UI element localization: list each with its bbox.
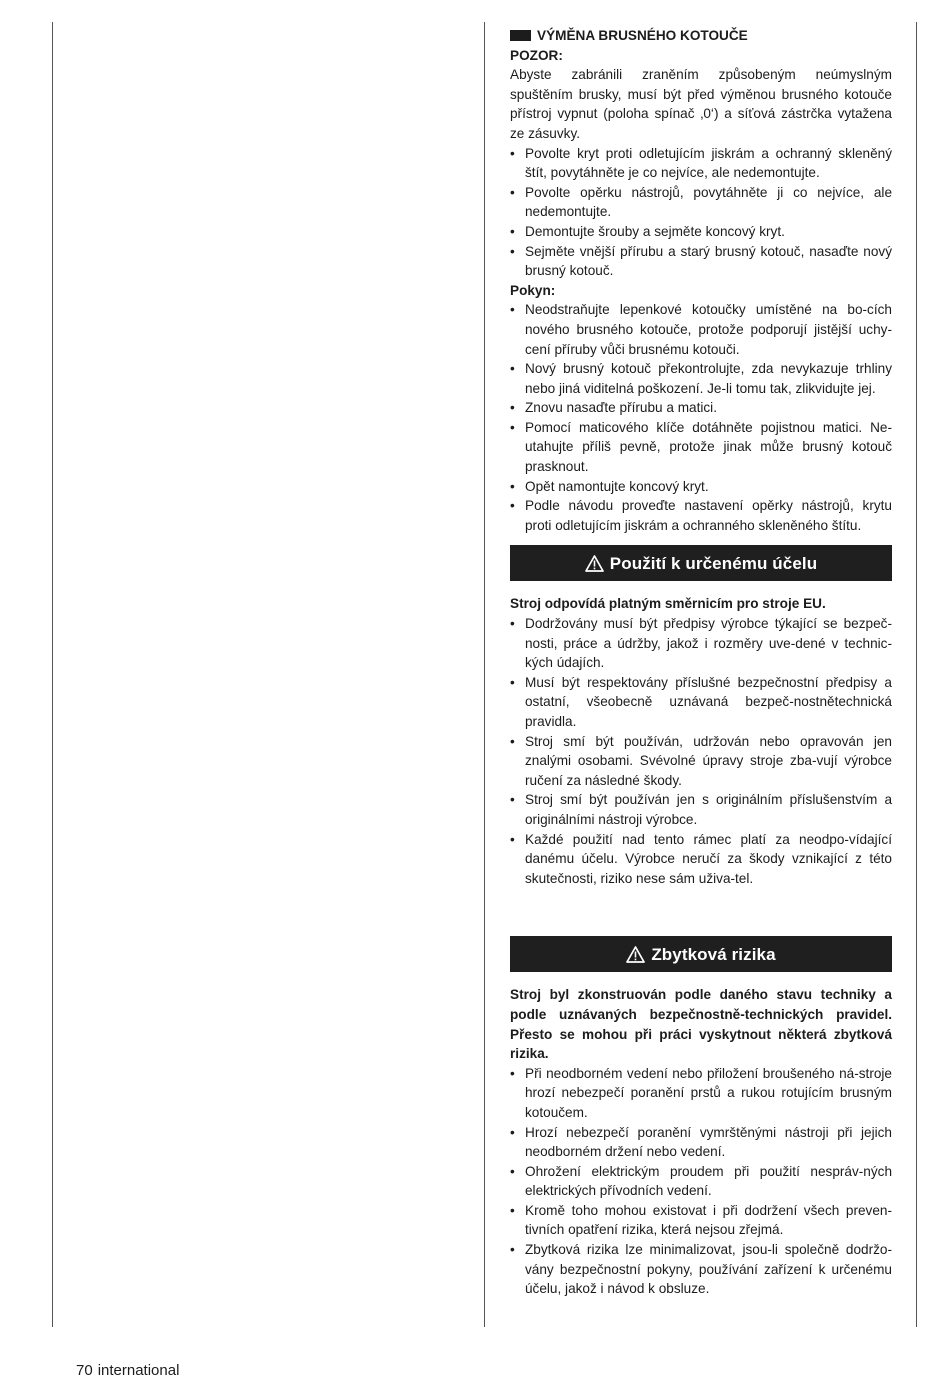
list-item: • Neodstraňujte lepenkové kotoučky umístěné na bo-cích nového brusného kotouče, protože podporují jistější uchy-cení příruby vůči brusnému kotouči. <box>510 300 892 359</box>
list-item: • Ohrožení elektrickým proudem při použití nespráv-ných elektrických přívodních vedení. <box>510 1162 892 1201</box>
residual-risks-banner <box>510 936 892 972</box>
left-margin-rule <box>52 22 53 1327</box>
warning-triangle-icon <box>626 946 645 963</box>
intended-use-intro: Stroj odpovídá platným směrnicím pro stroje EU. <box>510 596 826 612</box>
page-number: 70 <box>76 1362 93 1379</box>
caution-text: Abyste zabránili zraněním způsobeným neúmyslným spuštěním brusky, musí být před výměnou brusného kotouče přístroj vypnut (poloha spínač ‚0‘) a síťová zástrčka vytažena ze zásuvky. <box>510 67 892 141</box>
list-item: • Znovu nasaďte přírubu a matici. <box>510 398 892 418</box>
page-footer <box>76 1362 179 1379</box>
list-item: • Opět namontujte koncový kryt. <box>510 477 892 497</box>
list-item: • Dodržovány musí být předpisy výrobce týkající se bezpeč-nosti, práce a údržby, jakož i rozměry uve-dené v technic-kých údajích. <box>510 614 892 673</box>
warning-triangle-icon <box>585 555 604 572</box>
list-item: • Podle návodu proveďte nastavení opěrky nástrojů, krytu proti odletujícím jiskrám a ochranného skleněného štítu. <box>510 496 892 535</box>
footer-label: international <box>97 1362 180 1379</box>
list-item: • Demontujte šrouby a sejměte koncový kryt. <box>510 222 892 242</box>
list-item: • Povolte kryt proti odletujícím jiskrám a ochranný skleněný štít, povytáhněte je co nejvíce, ale nedemontujte. <box>510 144 892 183</box>
list-item: • Povolte opěrku nástrojů, povytáhněte ji co nejvíce, ale nedemontujte. <box>510 183 892 222</box>
list-item: • Zbytková rizika lze minimalizovat, jsou-li společně dodržo-vány bezpečnostní pokyny, používání zařízení k určenému účelu, jakož i návod k obsluze. <box>510 1240 892 1299</box>
section-replacement-heading <box>510 26 892 46</box>
list-item: • Stroj smí být používán jen s originálním příslušenstvím a originálními nástroji výrobce. <box>510 790 892 829</box>
replacement-steps-list <box>510 144 892 281</box>
section-replacement-title: VÝMĚNA BRUSNÉHO KOTOUČE <box>537 28 748 43</box>
list-item: • Pomocí maticového klíče dotáhněte pojistnou matici. Ne-utahujte příliš pevně, protože jinak může brusný kotouč prasknout. <box>510 418 892 477</box>
caution-label: POZOR: <box>510 47 563 63</box>
list-item: • Nový brusný kotouč překontrolujte, zda nevykazuje trhliny nebo jiná viditelná poškození. Je-li tomu tak, zlikvidujte jej. <box>510 359 892 398</box>
note-steps-list <box>510 300 892 535</box>
list-item: • Při neodborném vedení nebo přiložení broušeného ná-stroje hrozí nebezpečí poranění prstů a rukou rotujícím brusným kotoučem. <box>510 1064 892 1123</box>
list-item: • Musí být respektovány příslušné bezpečnostní předpisy a ostatní, všeobecně uznávaná bezpeč-nostnětechnická pravidla. <box>510 673 892 732</box>
intended-use-banner <box>510 545 892 581</box>
right-margin-rule <box>916 22 917 1327</box>
residual-risks-intro: Stroj byl zkonstruován podle daného stavu techniky a podle uznávaných bezpečnostně-technických pravidel. Přesto se mohou při práci vyskytnout některá zbytková rizika. <box>510 987 892 1062</box>
list-item: • Každé použití nad tento rámec platí za neodpo-vídající danému účelu. Výrobce neručí za škody vznikající z této skutečnosti, riziko nese sám uživa-tel. <box>510 830 892 889</box>
content-column <box>510 26 892 1299</box>
center-column-rule <box>484 22 485 1327</box>
list-item: • Stroj smí být používán, udržován nebo opravován jen znalými osobami. Svévolné úpravy stroje zba-vují výrobce ručení za následné škody. <box>510 732 892 791</box>
residual-risks-title: Zbytková rizika <box>651 944 776 964</box>
list-item: • Kromě toho mohou existovat i při dodržení všech preven-tivních opatření rizika, která nejsou zřejmá. <box>510 1201 892 1240</box>
list-item: • Sejměte vnější přírubu a starý brusný kotouč, nasaďte nový brusný kotouč. <box>510 242 892 281</box>
intended-use-list <box>510 614 892 888</box>
section-marker-icon <box>510 30 531 41</box>
intended-use-title: Použití k určenému účelu <box>609 553 818 573</box>
note-label: Pokyn: <box>510 282 556 298</box>
list-item: • Hrozí nebezpečí poranění vymrštěnými nástroji při jejich neodborném držení nebo vedení. <box>510 1123 892 1162</box>
residual-risks-list <box>510 1064 892 1299</box>
